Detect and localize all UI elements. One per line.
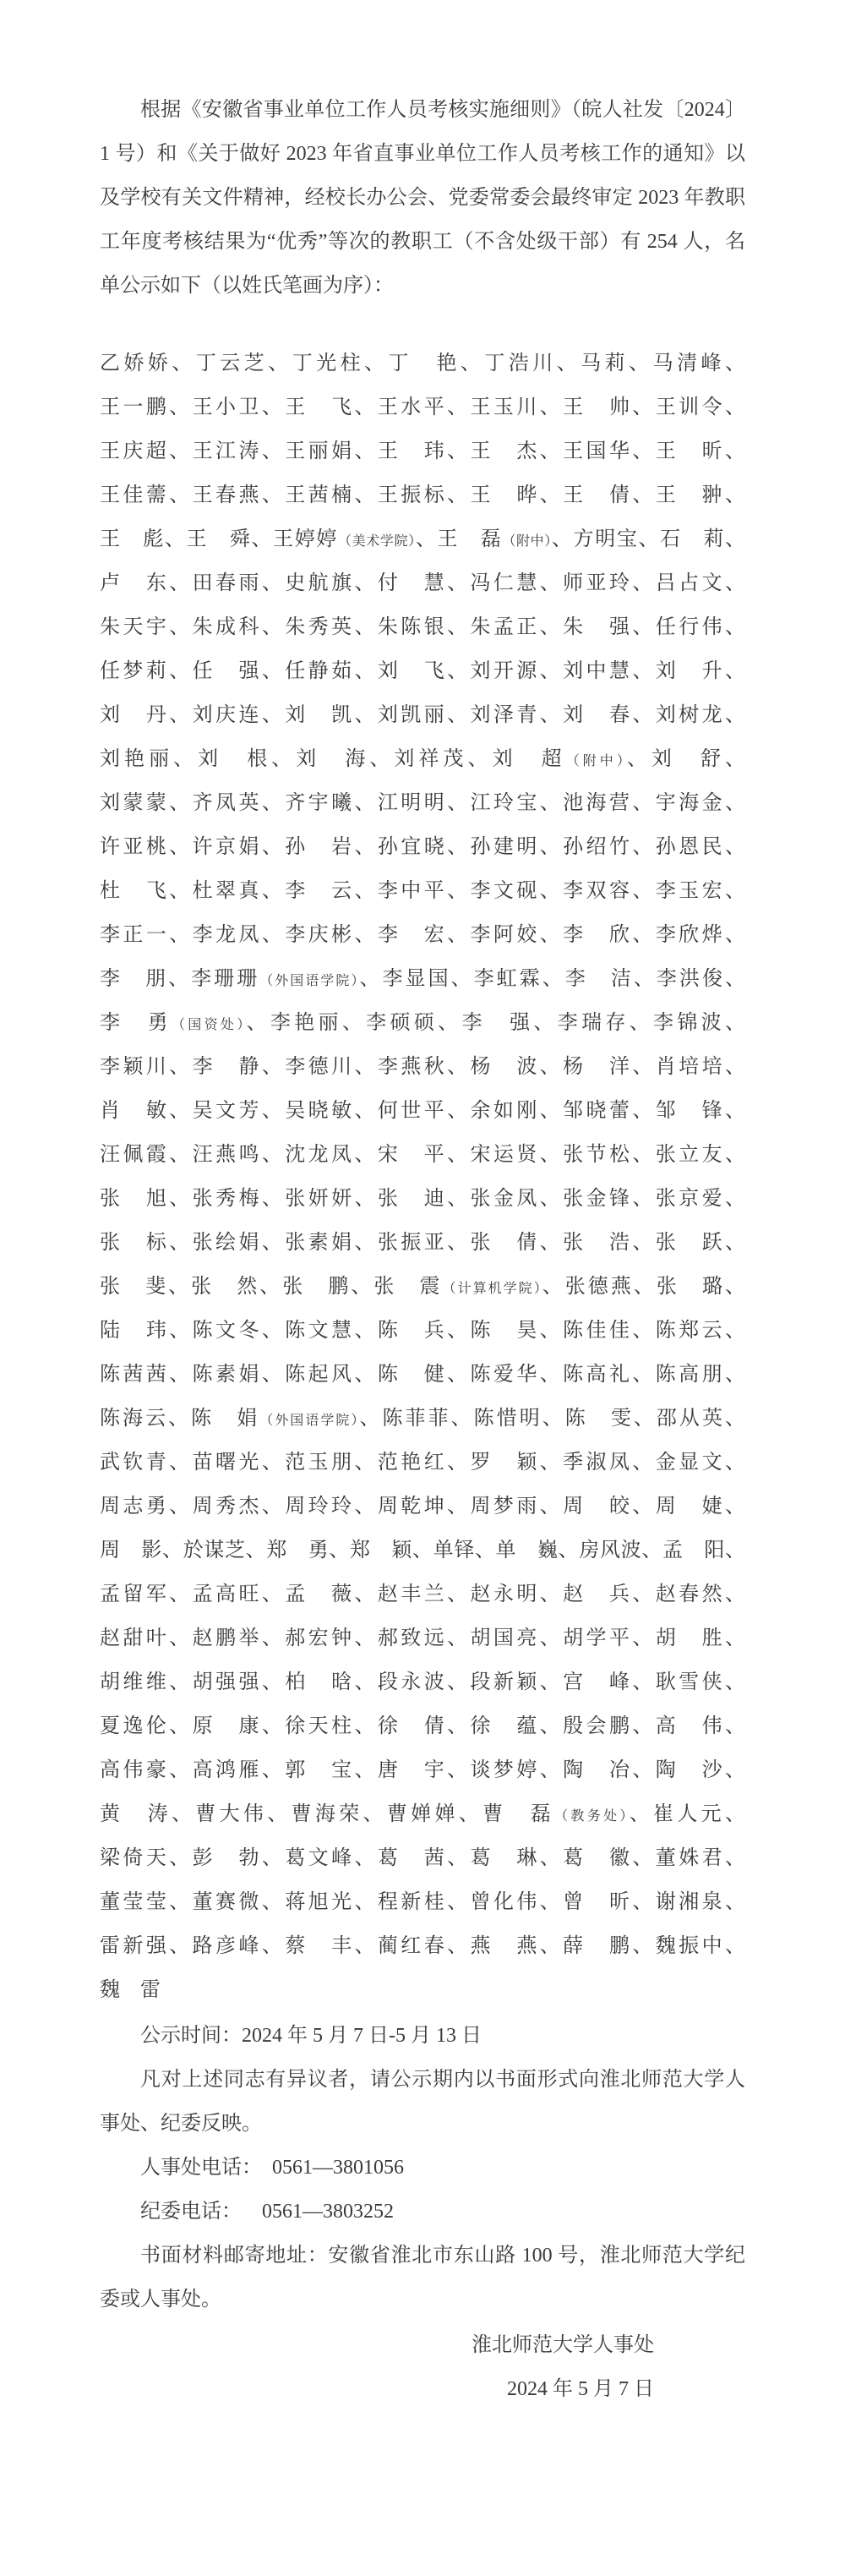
name-list-line: 刘 丹、刘庆连、刘 凯、刘凯丽、刘泽青、刘 春、刘树龙、 [100, 704, 745, 726]
name-list-line: 魏 雷 [100, 1979, 161, 2001]
name-list-line: 周志勇、周秀杰、周玲玲、周乾坤、周梦雨、周 皎、周 婕、 [100, 1496, 745, 1518]
name-list-line: 雷新强、路彦峰、蔡 丰、蔺红春、燕 燕、薛 鹏、魏振中、 [100, 1935, 745, 1957]
name-list-line: 黄 涛、曹大伟、曹海荣、曹婵婵、曹 磊（教务处）、崔人元、 [100, 1803, 745, 1825]
unit-annotation: （美术学院） [338, 534, 416, 549]
name-list-line: 张 旭、张秀梅、张妍妍、张 迪、张金凤、张金锋、张京爱、 [100, 1188, 745, 1210]
name-list-line: 张 标、张绘娟、张素娟、张振亚、张 倩、张 浩、张 跃、 [100, 1232, 745, 1254]
name-list-line: 朱天宇、朱成科、朱秀英、朱陈银、朱孟正、朱 强、任行伟、 [100, 616, 745, 638]
name-list-line: 梁倚天、彭 勃、葛文峰、葛 茜、葛 琳、葛 徽、董姝君、 [100, 1847, 745, 1869]
discipline-phone: 纪委电话： 0561—3803252 [140, 2201, 394, 2223]
unit-annotation: （计算机学院） [442, 1282, 542, 1296]
signature-department: 淮北师范大学人事处 [472, 2334, 654, 2356]
name-list-line: 孟留军、孟高旺、孟 薇、赵丰兰、赵永明、赵 兵、赵春然、 [100, 1583, 745, 1605]
mail-address: 书面材料邮寄地址：安徽省淮北市东山路 100 号，淮北师范大学纪委或人事处。 [100, 2245, 745, 2311]
unit-annotation: （附中） [565, 754, 627, 768]
name-list-line: 王一鹏、王小卫、王 飞、王水平、王玉川、王 帅、王训令、 [100, 397, 745, 418]
intro-paragraph: 根据《安徽省事业单位工作人员考核实施细则》（皖人社发〔2024〕1 号）和《关于做好 2023 年省直事业单位工作人员考核工作的通知》以及学校有关文件精神，经校长办公会、党委常委会最终审定 2023 年教职工年度考核结果为“优秀”等次的教职工（不含处级干部）有 254 人，名单公示如下（以姓氏笔画为序）： [100, 99, 745, 297]
name-list-line: 董莹莹、董赛微、蒋旭光、程新桂、曾化伟、曾 昕、谢湘泉、 [100, 1891, 745, 1913]
name-list-line: 刘艳丽、刘 根、刘 海、刘祥茂、刘 超（附中）、刘 舒、 [100, 748, 745, 770]
unit-annotation: （附中） [502, 534, 552, 549]
name-list-line: 夏逸伦、原 康、徐天柱、徐 倩、徐 蕴、殷会鹏、高 伟、 [100, 1715, 745, 1737]
name-list-line: 李正一、李龙凤、李庆彬、李 宏、李阿姣、李 欣、李欣烨、 [100, 924, 745, 946]
hr-phone: 人事处电话： 0561—3801056 [140, 2157, 404, 2179]
name-list-line: 赵甜叶、赵鹏举、郝宏钟、郝致远、胡国亮、胡学平、胡 胜、 [100, 1627, 745, 1649]
objection-note: 凡对上述同志有异议者，请公示期内以书面形式向淮北师范大学人事处、纪委反映。 [100, 2069, 745, 2135]
publicity-period: 公示时间：2024 年 5 月 7 日-5 月 13 日 [140, 2025, 482, 2047]
name-list-line: 张 斐、张 然、张 鹏、张 震（计算机学院）、张德燕、张 璐、 [100, 1276, 745, 1298]
unit-annotation: （教务处） [554, 1809, 630, 1824]
signature-block [100, 2323, 745, 2411]
name-list-line: 卢 东、田春雨、史航旗、付 慧、冯仁慧、师亚玲、吕占文、 [100, 572, 745, 594]
name-list-line: 任梦莉、任 强、任静茹、刘 飞、刘开源、刘中慧、刘 升、 [100, 660, 745, 682]
name-list-line: 陈茜茜、陈素娟、陈起风、陈 健、陈爱华、陈高礼、陈高朋、 [100, 1364, 745, 1386]
name-list-line: 武钦青、苗曙光、范玉朋、范艳红、罗 颖、季淑凤、金显文、 [100, 1452, 745, 1474]
unit-annotation: （国资处） [171, 1018, 247, 1032]
name-list [100, 342, 745, 2012]
name-list-line: 李颖川、李 静、李德川、李燕秋、杨 波、杨 洋、肖培培、 [100, 1056, 745, 1078]
name-list-line: 李 勇（国资处）、李艳丽、李硕硕、李 强、李瑞存、李锦波、 [100, 1012, 745, 1034]
name-list-line: 周 影、於谋芝、郑 勇、郑 颖、单铎、单 巍、房风波、孟 阳、 [100, 1540, 745, 1561]
name-list-line: 胡维维、胡强强、柏 晗、段永波、段新颖、宫 峰、耿雪侠、 [100, 1671, 745, 1693]
unit-annotation: （外国语学院） [259, 974, 360, 988]
name-list-line: 杜 飞、杜翠真、李 云、李中平、李文砚、李双容、李玉宏、 [100, 880, 745, 902]
name-list-line: 许亚桃、许京娟、孙 岩、孙宜晓、孙建明、孙绍竹、孙恩民、 [100, 836, 745, 858]
signature-date: 2024 年 5 月 7 日 [507, 2378, 654, 2400]
name-list-line: 李 朋、李珊珊（外国语学院）、李显国、李虹霖、李 洁、李洪俊、 [100, 968, 745, 990]
name-list-line: 王庆超、王江涛、王丽娟、王 玮、王 杰、王国华、王 昕、 [100, 440, 745, 462]
name-list-line: 王 彪、王 舜、王婷婷（美术学院）、王 磊（附中）、方明宝、石 莉、 [100, 528, 745, 550]
name-list-line: 高伟豪、高鸿雁、郭 宝、唐 宇、谈梦婷、陶 冶、陶 沙、 [100, 1759, 745, 1781]
unit-annotation: （外国语学院） [259, 1414, 360, 1428]
name-list-line: 陆 玮、陈文冬、陈文慧、陈 兵、陈 昊、陈佳佳、陈郑云、 [100, 1320, 745, 1342]
name-list-line: 乙娇娇、丁云芝、丁光柱、丁 艳、丁浩川、马莉、马清峰、 [100, 353, 745, 375]
name-list-line: 汪佩霞、汪燕鸣、沈龙凤、宋 平、宋运贤、张节松、张立友、 [100, 1144, 745, 1166]
name-list-line: 刘蒙蒙、齐凤英、齐宇曦、江明明、江玲宝、池海营、宇海金、 [100, 792, 745, 814]
name-list-line: 肖 敏、吴文芳、吴晓敏、何世平、余如刚、邹晓蕾、邹 锋、 [100, 1100, 745, 1122]
name-list-line: 王佳薷、王春燕、王茜楠、王振标、王 晔、王 倩、王 翀、 [100, 484, 745, 506]
name-list-line: 陈海云、陈 娟（外国语学院）、陈菲菲、陈惜明、陈 雯、邵从英、 [100, 1408, 745, 1430]
